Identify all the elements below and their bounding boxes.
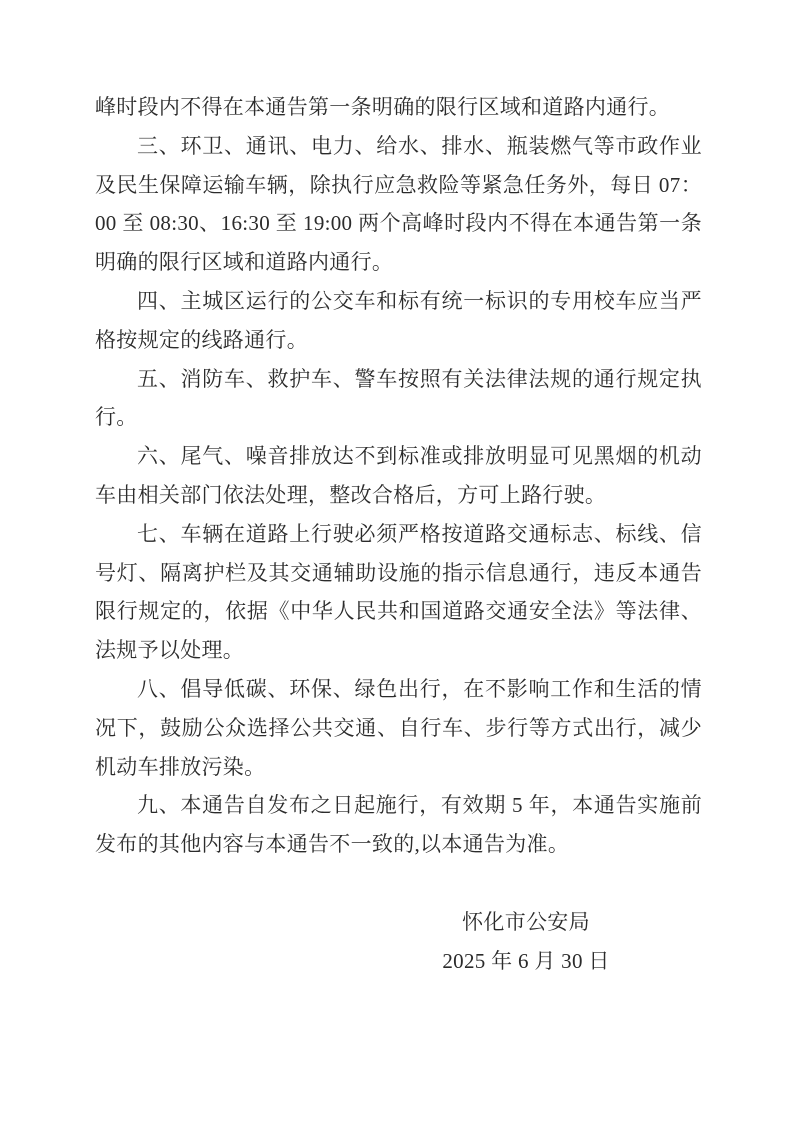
issuer-name: 怀化市公安局 [462,909,590,934]
issue-date: 2025 年 6 月 30 日 [442,948,610,973]
notice-body-text [95,88,702,980]
signature-block [350,903,702,981]
notice-item-6: 六、尾气、噪音排放达不到标准或排放明显可见黑烟的机动车由相关部门依法处理，整改合格后，方可上路行驶。 [95,444,702,507]
continuation-line: 峰时段内不得在本通告第一条明确的限行区域和道路内通行。 [95,95,671,119]
notice-item-9: 九、本通告自发布之日起施行，有效期 5 年，本通告实施前发布的其他内容与本通告不一致的,以本通告为准。 [95,793,702,857]
notice-item-5: 五、消防车、救护车、警车按照有关法律法规的通行规定执行。 [95,366,702,430]
notice-item-8: 八、倡导低碳、环保、绿色出行，在不影响工作和生活的情况下，鼓励公众选择公共交通、自行车、步行等方式出行，减少机动车排放污染。 [95,676,702,779]
notice-item-3: 三、环卫、通讯、电力、给水、排水、瓶装燃气等市政作业及民生保障运输车辆，除执行应急救险等紧急任务外，每日 07：00 至 08:30、16:30 至 19:00 两个高峰时段内不得在本通告第一条明确的限行区域和道路内通行。 [95,133,702,275]
notice-item-4: 四、主城区运行的公交车和标有统一标识的专用校车应当严格按规定的线路通行。 [95,288,702,352]
notice-item-7: 七、车辆在道路上行驶必须严格按道路交通标志、标线、信号灯、隔离护栏及其交通辅助设施的指示信息通行，违反本通告限行规定的，依据《中华人民共和国道路交通安全法》等法律、法规予以处理。 [95,521,702,663]
